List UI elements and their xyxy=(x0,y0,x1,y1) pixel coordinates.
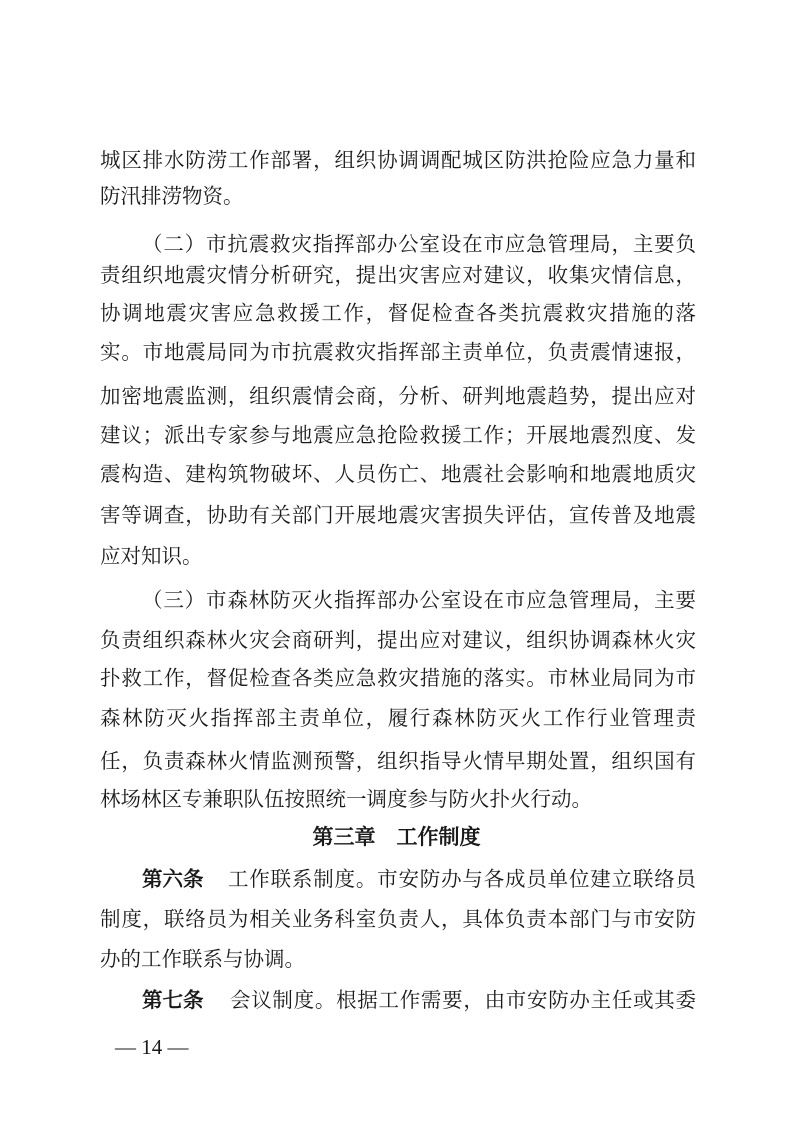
page-number: — 14 — xyxy=(115,1035,189,1059)
body-line: （二）市抗震救灾指挥部办公室设在市应急管理局，主要负 xyxy=(142,232,696,256)
body-line: 协调地震灾害应急救援工作，督促检查各类抗震救灾措施的落 xyxy=(100,301,696,325)
body-line: 害等调查，协助有关部门开展地震灾害损失评估，宣传普及地震 xyxy=(100,503,696,527)
body-line: 责组织地震灾情分析研究，提出灾害应对建议，收集灾情信息， xyxy=(100,263,696,287)
body-line: 建议；派出专家参与地震应急抢险救援工作；开展地震烈度、发 xyxy=(100,423,696,447)
body-line: 工作联系制度。市安防办与各成员单位建立联络员 xyxy=(228,867,696,891)
body-line: 城区排水防涝工作部署，组织协调调配城区防洪抢险应急力量和 xyxy=(100,148,696,172)
body-line: 防汛排涝物资。 xyxy=(100,184,244,208)
body-line: 负责组织森林火灾会商研判，提出应对建议，组织协调森林火灾 xyxy=(100,628,696,652)
body-line: 扑救工作，督促检查各类应急救灾措施的落实。市林业局同为市 xyxy=(100,666,696,690)
body-line: 制度，联络员为相关业务科室负责人，具体负责本部门与市安防 xyxy=(100,907,696,931)
body-line: 震构造、建构筑物破坏、人员伤亡、地震社会影响和地震地质灾 xyxy=(100,462,696,486)
body-line: 实。市地震局同为市抗震救灾指挥部主责单位，负责震情速报， xyxy=(100,340,696,364)
body-line: 加密地震监测，组织震情会商，分析、研判地震趋势，提出应对 xyxy=(100,384,696,408)
body-line: 任，负责森林火情监测预警，组织指导火情早期处置，组织国有 xyxy=(100,749,696,773)
article-6-heading: 第六条 xyxy=(142,867,204,891)
body-line: 森林防灭火指挥部主责单位，履行森林防灭火工作行业管理责 xyxy=(100,706,696,730)
body-line: 会议制度。根据工作需要，由市安防办主任或其委 xyxy=(230,988,696,1012)
chapter-heading: 第三章 工作制度 xyxy=(312,825,481,849)
article-7-heading: 第七条 xyxy=(142,988,204,1012)
body-line: 办的工作联系与协调。 xyxy=(100,947,305,971)
body-line: （三）市森林防灭火指挥部办公室设在市应急管理局，主要 xyxy=(142,588,696,612)
body-line: 应对知识。 xyxy=(100,544,203,568)
body-line: 林场林区专兼职队伍按照统一调度参与防火扑火行动。 xyxy=(100,787,592,811)
